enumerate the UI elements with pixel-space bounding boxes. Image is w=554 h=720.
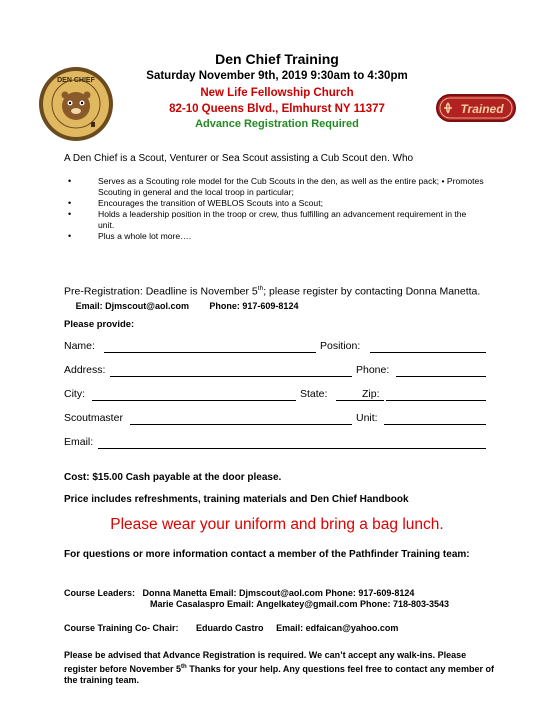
course-leaders-line [64,588,414,598]
address-label: Address: [64,364,106,376]
course-leader-2: Marie Casalaspro Email: Angelkatey@gmail.com Phone: 718-803-3543 [150,599,450,609]
prereg-text-a: Pre-Registration: Deadline is November 5 [64,285,258,298]
prereg-email: Email: Djmscout@aol.com [75,300,189,311]
email-label: Email: [64,436,94,448]
zip-field[interactable] [386,400,486,401]
cochair-email: Email: edfaican@yahoo.com [276,623,399,633]
form-row-email [64,436,486,450]
name-field[interactable] [104,352,316,353]
advisory-text-b: Thanks for your help. Any questions feel free to contact any member of the training team. [64,663,494,685]
role-bullet-list [64,176,484,242]
date-line: Saturday November 9th, 2019 9:30am to 4:30pm [146,70,408,82]
venue-name: New Life Fellowship Church [200,87,354,99]
city-field[interactable] [92,400,296,401]
advisory-sup: th [181,663,187,670]
list-item: • Plus a whole lot more…. [64,231,484,242]
scoutmaster-field[interactable] [130,424,352,425]
phone-field[interactable] [396,376,486,377]
cochair-line [64,623,398,633]
den-chief-badge-text: DEN CHIEF [57,77,95,84]
unit-field[interactable] [384,424,486,425]
position-label: Position: [320,340,361,352]
name-label: Name: [64,340,95,352]
prereg-phone: Phone: 917-609-8124 [209,300,299,311]
course-leaders-label: Course Leaders: [64,588,136,598]
cochair-name: Eduardo Castro [196,623,264,633]
position-field[interactable] [370,352,486,353]
questions-text: For questions or more information contact a member of the Pathfinder Training team: [64,549,470,560]
form-heading: Please provide: [64,319,135,330]
scoutmaster-label: Scoutmaster [64,412,123,424]
prereg-sup: th [257,285,264,292]
phone-label: Phone: [356,364,390,376]
advisory-text-a: Please be advised that Advance Registration is required. We can’t accept any walk-ins. Please register before November 5 [64,650,467,674]
cochair-label: Course Training Co- Chair: [64,623,179,633]
form-row-city [64,388,486,402]
advisory-text [64,650,494,687]
preregistration-block [64,282,504,313]
prereg-text-b: ; please register by contacting Donna Manetta. [263,285,481,298]
registration-note: Advance Registration Required [195,118,359,130]
page-title: Den Chief Training [215,51,339,67]
list-item: • Holds a leadership position in the troop or crew, thus fulfilling an advancement requirement in the unit. [64,209,484,231]
uniform-note: Please wear your uniform and bring a bag lunch. [110,516,444,533]
form-row-address [64,364,486,378]
address-field[interactable] [110,376,352,377]
venue-address: 82-10 Queens Blvd., Elmhurst NY 11377 [169,103,385,115]
list-item: • Encourages the transition of WEBLOS Scouts into a Scout; [64,198,484,209]
state-field[interactable] [336,400,384,401]
unit-label: Unit: [356,412,378,424]
price-includes-text: Price includes refreshments, training materials and Den Chief Handbook [64,494,409,505]
email-field[interactable] [98,448,486,449]
cost-text: Cost: $15.00 Cash payable at the door please. [64,472,282,483]
form-row-name [64,340,486,354]
city-label: City: [64,388,85,400]
form-row-scoutmaster [64,412,486,426]
intro-text: A Den Chief is a Scout, Venturer or Sea Scout assisting a Cub Scout den. Who [64,153,414,164]
zip-text: Zip: [362,388,380,400]
state-label: State: [300,388,328,400]
list-item: • Serves as a Scouting role model for the Cub Scouts in the den, as well as the entire pack; • Promotes Scouting in general and the local troop in particular; [64,176,484,198]
trained-patch-text: Trained [460,102,504,116]
course-leader-1: Donna Manetta Email: Djmscout@aol.com Phone: 917-609-8124 [142,588,415,598]
